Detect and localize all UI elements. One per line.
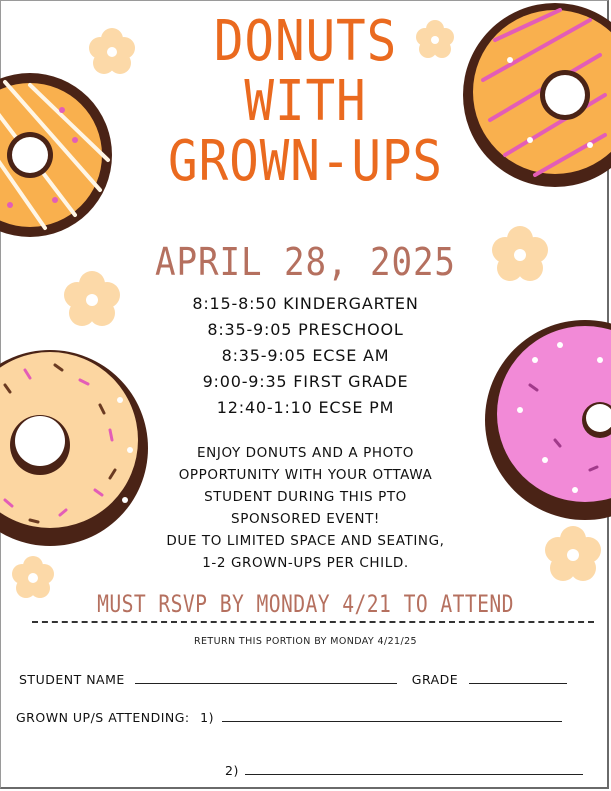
grownup-2-row: [225, 762, 583, 778]
title-line-1: DONUTS: [213, 9, 398, 74]
grownup-1-field[interactable]: [222, 709, 562, 722]
title-line-3: GROWN-UPS: [168, 129, 443, 194]
info-line: DUE TO LIMITED SPACE AND SEATING,: [166, 533, 445, 549]
grownups-row: [16, 709, 562, 725]
return-note: RETURN THIS PORTION BY MONDAY 4/21/25: [194, 636, 417, 647]
student-name-row: [19, 671, 567, 687]
schedule-item: 9:00-9:35 FIRST GRADE: [202, 372, 409, 391]
student-name-label: STUDENT NAME: [19, 672, 125, 687]
grade-label: GRADE: [411, 672, 459, 687]
schedule-item: 12:40-1:10 ECSE PM: [216, 398, 395, 417]
cut-line: [32, 621, 594, 623]
slot2-label: 2): [225, 763, 239, 778]
title-line-2: WITH: [244, 69, 367, 134]
student-name-field[interactable]: [135, 671, 397, 684]
grade-field[interactable]: [469, 671, 567, 684]
schedule-item: 8:35-9:05 PRESCHOOL: [207, 320, 404, 339]
info-line: STUDENT DURING THIS PTO: [204, 489, 407, 505]
info-line: SPONSORED EVENT!: [231, 511, 380, 527]
grownup-2-field[interactable]: [245, 762, 583, 775]
slot1-label: 1): [200, 710, 214, 725]
schedule-item: 8:35-9:05 ECSE AM: [221, 346, 390, 365]
schedule-item: 8:15-8:50 KINDERGARTEN: [192, 294, 419, 313]
info-line: OPPORTUNITY WITH YOUR OTTAWA: [178, 467, 433, 483]
grownups-label: GROWN UP/S ATTENDING:: [16, 710, 190, 725]
event-date: APRIL 28, 2025: [155, 240, 456, 284]
info-line: ENJOY DONUTS AND A PHOTO: [197, 445, 414, 461]
rsvp-deadline: MUST RSVP BY MONDAY 4/21 TO ATTEND: [97, 590, 514, 618]
info-line: 1-2 GROWN-UPS PER CHILD.: [202, 555, 409, 571]
